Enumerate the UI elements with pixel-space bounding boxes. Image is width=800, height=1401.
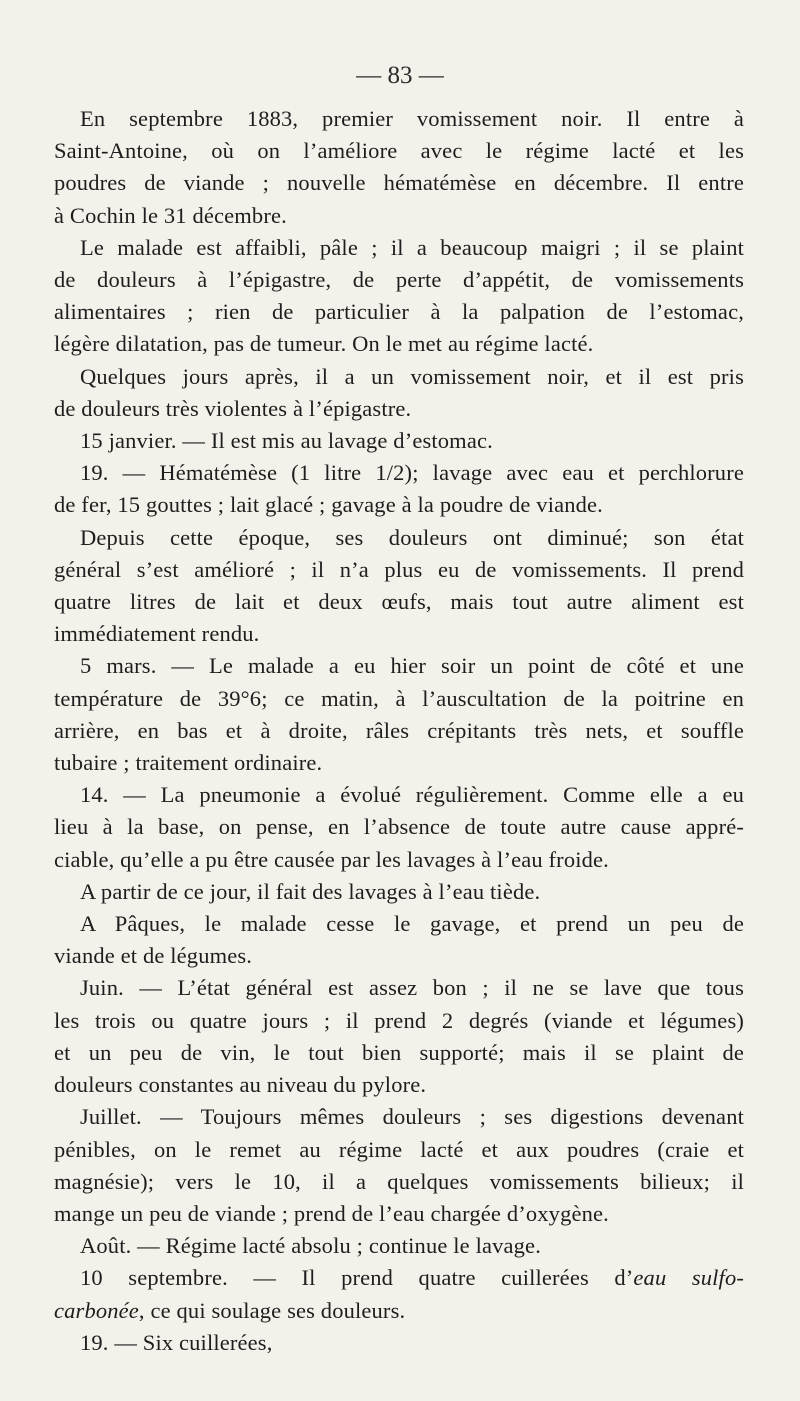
- text-line: Quelques jours après, il a un vomissement noir, et il est pris: [80, 363, 744, 389]
- paragraph: [54, 1262, 744, 1326]
- page-number: — 83 —: [356, 62, 444, 89]
- text-line: Août. — Régime lacté absolu ; continue le lavage.: [80, 1233, 541, 1259]
- text-line: de douleurs à l’épigastre, de perte d’appétit, de vomissements: [54, 267, 744, 293]
- text-line: alimentaires ; rien de particulier à la palpation de l’estomac,: [54, 299, 744, 325]
- text-line: douleurs constantes au niveau du pylore.: [54, 1072, 427, 1098]
- text-line: magnésie); vers le 10, il a quelques vomissements bilieux; il: [54, 1168, 744, 1194]
- text-line: [54, 1295, 744, 1327]
- text-line: 14. — La pneumonie a évolué régulièrement. Comme elle a eu: [80, 782, 744, 808]
- text-line: Saint-Antoine, où on l’améliore avec le régime lacté et les: [54, 138, 744, 164]
- text-line: quatre litres de lait et deux œufs, mais tout autre aliment est: [54, 589, 744, 615]
- text-line: les trois ou quatre jours ; il prend 2 degrés (viande et légumes): [54, 1007, 744, 1033]
- text-line: immédiatement rendu.: [54, 621, 260, 647]
- text-line: 15 janvier. — Il est mis au lavage d’estomac.: [80, 428, 493, 454]
- text-line: légère dilatation, pas de tumeur. On le met au régime lacté.: [54, 331, 594, 357]
- paragraph: [54, 361, 744, 425]
- paragraph: [54, 457, 744, 521]
- text-line: lieu à la base, on pense, en l’absence de toute autre cause appré-: [54, 814, 744, 840]
- punctuation: ,: [138, 1297, 145, 1323]
- text-line: de fer, 15 gouttes ; lait glacé ; gavage à la poudre de viande.: [54, 492, 603, 518]
- text-line: En septembre 1883, premier vomissement noir. Il entre à: [80, 106, 744, 131]
- paragraph: [54, 650, 744, 779]
- text-line: de douleurs très violentes à l’épigastre.: [54, 395, 412, 421]
- italic-text: eau sulfo-: [633, 1265, 744, 1291]
- paragraph: [54, 972, 744, 1101]
- text-line: [54, 1262, 744, 1294]
- text-line: température de 39°6; ce matin, à l’auscultation de la poitrine en: [54, 685, 744, 711]
- paragraph: [54, 1327, 744, 1359]
- paragraph: [54, 425, 744, 457]
- paragraph: [54, 103, 744, 232]
- text-line: tubaire ; traitement ordinaire.: [54, 750, 323, 776]
- paragraph: [54, 779, 744, 876]
- text-line: Juillet. — Toujours mêmes douleurs ; ses digestions devenant: [80, 1104, 744, 1130]
- text-line: ciable, qu’elle a pu être causée par les lavages à l’eau froide.: [54, 846, 609, 872]
- text-line: général s’est amélioré ; il n’a plus eu de vomissements. Il prend: [54, 556, 744, 582]
- paragraph: [54, 232, 744, 361]
- text-line: Depuis cette époque, ses douleurs ont diminué; son état: [80, 524, 744, 550]
- text-line: 5 mars. — Le malade a eu hier soir un point de côté et une: [80, 653, 744, 679]
- text-line: Juin. — L’état général est assez bon ; il ne se lave que tous: [80, 975, 744, 1001]
- text-line: viande et de légumes.: [54, 943, 253, 969]
- text-line: 19. — Six cuillerées,: [80, 1329, 273, 1355]
- paragraph: [54, 908, 744, 972]
- text-line: 19. — Hématémèse (1 litre 1/2); lavage avec eau et perchlorure: [80, 460, 744, 486]
- text-segment: 10 septembre. — Il prend quatre cuillerées d’: [80, 1265, 634, 1291]
- paragraph: [54, 1230, 744, 1262]
- text-line: arrière, en bas et à droite, râles crépitants très nets, et souffle: [54, 717, 744, 743]
- body-text: [54, 103, 744, 1359]
- text-line: A Pâques, le malade cesse le gavage, et prend un peu de: [80, 911, 744, 937]
- text-line: pénibles, on le remet au régime lacté et aux poudres (craie et: [54, 1136, 744, 1162]
- text-line: mange un peu de viande ; prend de l’eau chargée d’oxygène.: [54, 1200, 609, 1226]
- text-line: Le malade est affaibli, pâle ; il a beaucoup maigri ; il se plaint: [80, 234, 744, 260]
- text-line: poudres de viande ; nouvelle hématémèse en décembre. Il entre: [54, 170, 744, 196]
- text-line: A partir de ce jour, il fait des lavages à l’eau tiède.: [80, 878, 541, 904]
- paragraph: [54, 522, 744, 651]
- paragraph: [54, 876, 744, 908]
- italic-text: carbonée: [54, 1297, 139, 1323]
- paragraph: [54, 1101, 744, 1230]
- text-line: et un peu de vin, le tout bien supporté; mais il se plaint de: [54, 1039, 744, 1065]
- text-segment: ce qui soulage ses douleurs.: [150, 1297, 406, 1323]
- text-line: à Cochin le 31 décembre.: [54, 202, 287, 228]
